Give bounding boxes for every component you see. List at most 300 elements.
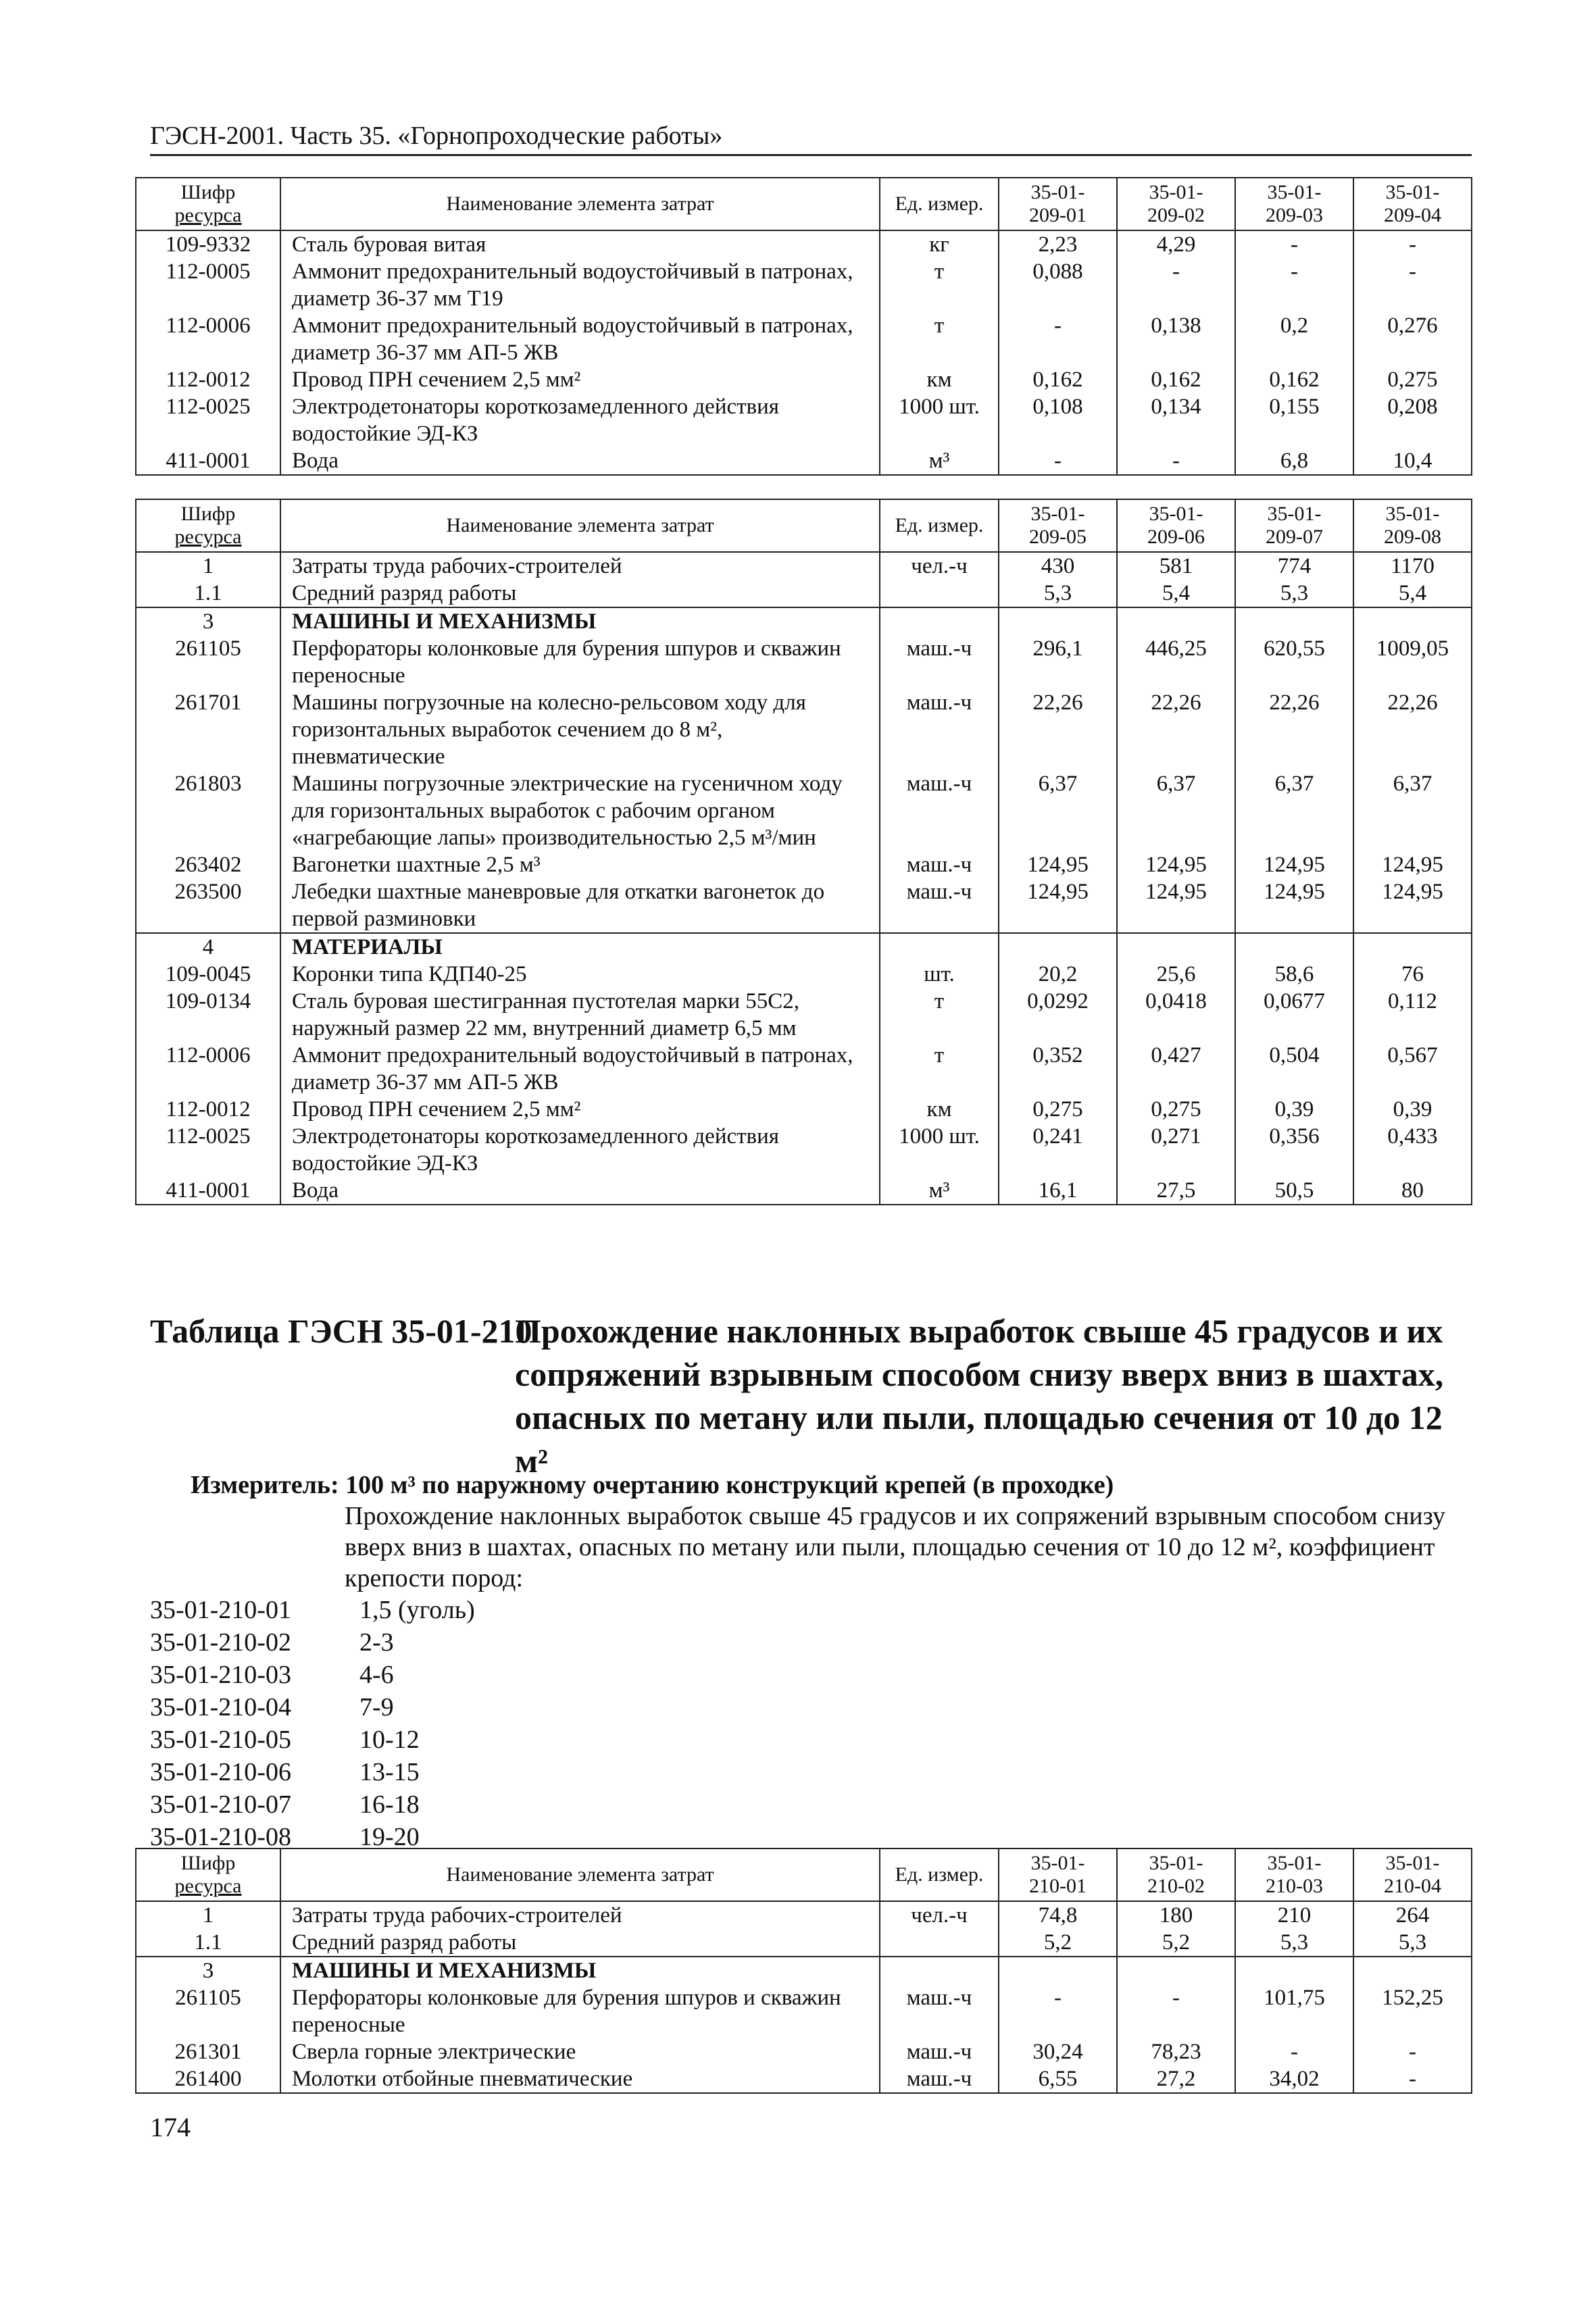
table-row	[136, 1123, 1472, 1177]
value-cell: 0,275	[1353, 366, 1472, 393]
variant-row	[150, 1626, 475, 1659]
resource-name: Перфораторы колонковые для бурения шпуров и скважин переносные	[280, 635, 880, 689]
table-row	[136, 851, 1472, 878]
value-cell: 78,23	[1117, 2038, 1235, 2065]
unit-cell: маш.-ч	[880, 2038, 999, 2065]
resource-code: 112-0025	[136, 1123, 280, 1177]
resource-code: 109-0134	[136, 988, 280, 1042]
value-cell: 6,37	[1353, 770, 1472, 851]
value-cell: -	[1353, 2038, 1472, 2065]
value-cell: 50,5	[1235, 1177, 1353, 1205]
table-row	[136, 258, 1472, 312]
resource-name: МАШИНЫ И МЕХАНИЗМЫ	[280, 1957, 880, 1984]
norm-code-bottom: 209-08	[1384, 526, 1441, 548]
table-row	[136, 393, 1472, 447]
resource-name: Затраты труда рабочих-строителей	[280, 552, 880, 580]
resource-code: 261803	[136, 770, 280, 851]
variant-list	[150, 1594, 475, 1853]
value-cell: 4,29	[1117, 230, 1235, 258]
resource-name: Вагонетки шахтные 2,5 м³	[280, 851, 880, 878]
column-header-unit: Ед. измер.	[880, 178, 999, 230]
norm-code-top: 35-01-	[1030, 1852, 1085, 1874]
value-cell: 0,352	[999, 1042, 1117, 1096]
column-header-norm	[999, 178, 1117, 230]
value-cell: 0,241	[999, 1123, 1117, 1177]
table-row	[136, 230, 1472, 258]
variant-value: 2-3	[359, 1628, 394, 1657]
variant-value: 1,5 (уголь)	[359, 1596, 475, 1624]
value-cell: 0,567	[1353, 1042, 1472, 1096]
column-header-code-bottom: ресурса	[174, 526, 242, 548]
value-cell: -	[1117, 258, 1235, 312]
column-header-name: Наименование элемента затрат	[280, 178, 880, 230]
value-cell	[1353, 1957, 1472, 1984]
column-header-code	[136, 1848, 280, 1901]
page-number: 174	[150, 2112, 191, 2142]
value-cell: 34,02	[1235, 2065, 1353, 2093]
value-cell: 1170	[1353, 552, 1472, 580]
resource-code: 1.1	[136, 1929, 280, 1957]
value-cell: -	[999, 447, 1117, 475]
resource-name: Лебедки шахтные маневровые для откатки вагонеток до первой разминовки	[280, 878, 880, 933]
value-cell	[1117, 933, 1235, 961]
value-cell: -	[1235, 258, 1353, 312]
value-cell: 5,3	[1353, 1929, 1472, 1957]
unit-cell: маш.-ч	[880, 2065, 999, 2093]
value-cell: -	[999, 1984, 1117, 2038]
column-header-norm	[1353, 1848, 1472, 1901]
value-cell: 296,1	[999, 635, 1117, 689]
value-cell: 5,3	[999, 580, 1117, 607]
table-row	[136, 1042, 1472, 1096]
value-cell: -	[1353, 230, 1472, 258]
value-cell: 5,4	[1353, 580, 1472, 607]
variant-code: 35-01-210-06	[150, 1758, 291, 1786]
unit-cell: чел.-ч	[880, 552, 999, 580]
value-cell: 0,134	[1117, 393, 1235, 447]
value-cell: 124,95	[1235, 851, 1353, 878]
table-row	[136, 607, 1472, 635]
value-cell: 25,6	[1117, 961, 1235, 988]
unit-cell: км	[880, 1096, 999, 1123]
running-header: ГЭСН-2001. Часть 35. «Горнопроходческие работы»	[150, 120, 1472, 156]
table-row	[136, 635, 1472, 689]
unit-cell: т	[880, 258, 999, 312]
value-cell: 16,1	[999, 1177, 1117, 1205]
value-cell: 0,2	[1235, 312, 1353, 366]
norm-code-bottom: 209-05	[1029, 526, 1087, 548]
value-cell	[1117, 1957, 1235, 1984]
value-cell: 124,95	[1117, 851, 1235, 878]
variant-code: 35-01-210-07	[150, 1790, 291, 1819]
resource-name: Машины погрузочные на колесно-рельсовом ходу для горизонтальных выработок сечением до 8 м², пневматические	[280, 689, 880, 770]
value-cell: 20,2	[999, 961, 1117, 988]
variant-row	[150, 1756, 475, 1788]
value-cell: -	[1235, 2038, 1353, 2065]
section-title	[150, 1309, 1447, 1482]
value-cell: 0,39	[1353, 1096, 1472, 1123]
value-cell	[1235, 1957, 1353, 1984]
value-cell: 1009,05	[1353, 635, 1472, 689]
value-cell: 0,208	[1353, 393, 1472, 447]
unit-cell: маш.-ч	[880, 770, 999, 851]
value-cell: -	[1353, 258, 1472, 312]
resource-name: Электродетонаторы короткозамедленного действия водостойкие ЭД-КЗ	[280, 1123, 880, 1177]
norm-code-top: 35-01-	[1385, 1852, 1440, 1874]
value-cell: 58,6	[1235, 961, 1353, 988]
table-row	[136, 312, 1472, 366]
resource-code: 112-0006	[136, 1042, 280, 1096]
resource-name: Аммонит предохранительный водоустойчивый в патронах, диаметр 36-37 мм АП-5 ЖВ	[280, 1042, 880, 1096]
value-cell: 0,356	[1235, 1123, 1353, 1177]
column-header-code	[136, 499, 280, 552]
value-cell: -	[1353, 2065, 1472, 2093]
unit-cell	[880, 607, 999, 635]
resource-name: Вода	[280, 447, 880, 475]
value-cell: 0,504	[1235, 1042, 1353, 1096]
variant-value: 16-18	[359, 1790, 420, 1819]
value-cell	[1235, 607, 1353, 635]
resource-name: Средний разряд работы	[280, 1929, 880, 1957]
resource-name: Провод ПРН сечением 2,5 мм²	[280, 1096, 880, 1123]
norm-code-top: 35-01-	[1267, 1852, 1322, 1874]
norm-code-bottom: 210-03	[1266, 1875, 1323, 1897]
norm-code-bottom: 209-03	[1266, 204, 1323, 226]
norm-code-bottom: 209-06	[1147, 526, 1205, 548]
table-row	[136, 1929, 1472, 1957]
value-cell: 74,8	[999, 1901, 1117, 1929]
unit-cell	[880, 1929, 999, 1957]
value-cell: 22,26	[1117, 689, 1235, 770]
value-cell: 6,55	[999, 2065, 1117, 2093]
resource-code: 112-0006	[136, 312, 280, 366]
column-header-name: Наименование элемента затрат	[280, 1848, 880, 1901]
value-cell: 22,26	[1235, 689, 1353, 770]
resource-name: Машины погрузочные электрические на гусеничном ходу для горизонтальных выработок с рабочим органом «нагребающие лапы» производительностью 2,5 м³/мин	[280, 770, 880, 851]
resource-name: Молотки отбойные пневматические	[280, 2065, 880, 2093]
unit-cell: км	[880, 366, 999, 393]
value-cell: 152,25	[1353, 1984, 1472, 2038]
variant-code: 35-01-210-05	[150, 1726, 291, 1754]
column-header-code-top: Шифр	[180, 1852, 236, 1874]
value-cell: 264	[1353, 1901, 1472, 1929]
resource-code: 411-0001	[136, 1177, 280, 1205]
value-cell: 27,5	[1117, 1177, 1235, 1205]
value-cell: 0,138	[1117, 312, 1235, 366]
value-cell: 620,55	[1235, 635, 1353, 689]
unit-cell: т	[880, 988, 999, 1042]
resource-name: Аммонит предохранительный водоустойчивый в патронах, диаметр 36-37 мм АП-5 ЖВ	[280, 312, 880, 366]
norm-code-top: 35-01-	[1149, 503, 1203, 525]
value-cell	[999, 933, 1117, 961]
resource-code: 112-0012	[136, 366, 280, 393]
norm-code-bottom: 210-04	[1384, 1875, 1441, 1897]
table-row	[136, 366, 1472, 393]
value-cell: 6,8	[1235, 447, 1353, 475]
unit-cell: м³	[880, 447, 999, 475]
value-cell: 0,112	[1353, 988, 1472, 1042]
value-cell: 0,162	[1117, 366, 1235, 393]
value-cell: -	[999, 312, 1117, 366]
unit-cell: маш.-ч	[880, 689, 999, 770]
value-cell: 124,95	[1353, 878, 1472, 933]
table-row	[136, 580, 1472, 607]
variant-value: 19-20	[359, 1823, 420, 1851]
value-cell: 5,4	[1117, 580, 1235, 607]
resource-code: 112-0005	[136, 258, 280, 312]
value-cell: 80	[1353, 1177, 1472, 1205]
value-cell: 10,4	[1353, 447, 1472, 475]
value-cell: -	[1235, 230, 1353, 258]
column-header-code-top: Шифр	[180, 181, 236, 203]
column-header-norm	[1117, 499, 1235, 552]
column-header-norm	[999, 1848, 1117, 1901]
resource-name: Затраты труда рабочих-строителей	[280, 1901, 880, 1929]
value-cell	[1117, 607, 1235, 635]
value-cell	[999, 607, 1117, 635]
variant-value: 4-6	[359, 1661, 394, 1689]
norm-code-top: 35-01-	[1267, 503, 1322, 525]
value-cell: 22,26	[999, 689, 1117, 770]
table-row	[136, 552, 1472, 580]
unit-cell: чел.-ч	[880, 1901, 999, 1929]
column-header-norm	[1235, 178, 1353, 230]
norm-code-top: 35-01-	[1030, 503, 1085, 525]
value-cell: 124,95	[1353, 851, 1472, 878]
resource-code: 112-0025	[136, 393, 280, 447]
table-row	[136, 1096, 1472, 1123]
value-cell: 210	[1235, 1901, 1353, 1929]
resource-code: 261301	[136, 2038, 280, 2065]
norm-code-bottom: 209-07	[1266, 526, 1323, 548]
variant-code: 35-01-210-08	[150, 1823, 291, 1851]
resource-name: МАШИНЫ И МЕХАНИЗМЫ	[280, 607, 880, 635]
resource-code: 411-0001	[136, 447, 280, 475]
unit-cell	[880, 933, 999, 961]
norm-code-top: 35-01-	[1149, 1852, 1203, 1874]
table-row	[136, 1984, 1472, 2038]
norm-code-bottom: 209-01	[1029, 204, 1087, 226]
resource-code: 109-0045	[136, 961, 280, 988]
measure-unit: Измеритель: 100 м³ по наружному очертанию конструкций крепей (в проходке)	[191, 1471, 1114, 1499]
column-header-norm	[1235, 1848, 1353, 1901]
value-cell: 6,37	[1117, 770, 1235, 851]
column-header-norm	[1235, 499, 1353, 552]
value-cell: 0,0677	[1235, 988, 1353, 1042]
table-row	[136, 878, 1472, 933]
table-row	[136, 689, 1472, 770]
unit-cell: маш.-ч	[880, 635, 999, 689]
value-cell: 0,433	[1353, 1123, 1472, 1177]
unit-cell: маш.-ч	[880, 1984, 999, 2038]
value-cell: 6,37	[1235, 770, 1353, 851]
resource-table-209-05-08	[135, 499, 1472, 1205]
variant-row	[150, 1659, 475, 1691]
table-row	[136, 1177, 1472, 1205]
unit-cell: м³	[880, 1177, 999, 1205]
value-cell: -	[1117, 1984, 1235, 2038]
table-row	[136, 1957, 1472, 1984]
value-cell: 6,37	[999, 770, 1117, 851]
resource-table-209-01-04	[135, 177, 1472, 476]
section-title-text: Прохождение наклонных выработок свыше 45 градусов и их сопряжений взрывным способом снизу вверх вниз в шахтах, опасных по метану или пыли, площадью сечения от 10 до 12 м²	[515, 1312, 1444, 1480]
value-cell: 124,95	[1235, 878, 1353, 933]
variant-code: 35-01-210-02	[150, 1628, 291, 1657]
value-cell: 5,3	[1235, 1929, 1353, 1957]
table-row	[136, 988, 1472, 1042]
value-cell: 0,0292	[999, 988, 1117, 1042]
section-title-label: Таблица ГЭСН 35-01-210	[150, 1312, 532, 1350]
column-header-code-top: Шифр	[180, 503, 236, 525]
table-row	[136, 1901, 1472, 1929]
unit-cell: 1000 шт.	[880, 393, 999, 447]
value-cell: 22,26	[1353, 689, 1472, 770]
value-cell: 774	[1235, 552, 1353, 580]
resource-name: Вода	[280, 1177, 880, 1205]
variant-code: 35-01-210-01	[150, 1596, 291, 1624]
resource-code: 261701	[136, 689, 280, 770]
table-row	[136, 2065, 1472, 2093]
norm-code-top: 35-01-	[1385, 503, 1440, 525]
value-cell: 5,2	[1117, 1929, 1235, 1957]
resource-code: 263402	[136, 851, 280, 878]
resource-code: 4	[136, 933, 280, 961]
unit-cell: т	[880, 1042, 999, 1096]
value-cell: 76	[1353, 961, 1472, 988]
resource-name: Перфораторы колонковые для бурения шпуров и скважин переносные	[280, 1984, 880, 2038]
value-cell: 30,24	[999, 2038, 1117, 2065]
norm-code-bottom: 210-02	[1147, 1875, 1205, 1897]
column-header-unit: Ед. измер.	[880, 499, 999, 552]
value-cell: 0,155	[1235, 393, 1353, 447]
resource-table-210-01-04	[135, 1848, 1472, 2094]
variant-value: 13-15	[359, 1758, 420, 1786]
column-header-code-bottom: ресурса	[174, 204, 242, 226]
value-cell: 0,271	[1117, 1123, 1235, 1177]
column-header-unit: Ед. измер.	[880, 1848, 999, 1901]
value-cell: 2,23	[999, 230, 1117, 258]
norm-code-top: 35-01-	[1149, 181, 1203, 203]
value-cell: -	[1117, 447, 1235, 475]
value-cell: 0,0418	[1117, 988, 1235, 1042]
column-header-norm	[1117, 178, 1235, 230]
unit-cell	[880, 580, 999, 607]
norm-code-bottom: 210-01	[1029, 1875, 1087, 1897]
resource-name: Сталь буровая витая	[280, 230, 880, 258]
resource-code: 1	[136, 1901, 280, 1929]
resource-name: Сталь буровая шестигранная пустотелая марки 55С2, наружный размер 22 мм, внутренний диаметр 6,5 мм	[280, 988, 880, 1042]
table-row	[136, 961, 1472, 988]
column-header-norm	[999, 499, 1117, 552]
resource-code: 109-9332	[136, 230, 280, 258]
table-row	[136, 447, 1472, 475]
value-cell: 581	[1117, 552, 1235, 580]
resource-name: Аммонит предохранительный водоустойчивый в патронах, диаметр 36-37 мм Т19	[280, 258, 880, 312]
value-cell: 5,3	[1235, 580, 1353, 607]
unit-cell: шт.	[880, 961, 999, 988]
column-header-norm	[1117, 1848, 1235, 1901]
value-cell: 124,95	[1117, 878, 1235, 933]
value-cell: 0,275	[1117, 1096, 1235, 1123]
value-cell: 27,2	[1117, 2065, 1235, 2093]
value-cell: 5,2	[999, 1929, 1117, 1957]
unit-cell: маш.-ч	[880, 878, 999, 933]
value-cell	[1353, 933, 1472, 961]
value-cell: 124,95	[999, 851, 1117, 878]
norm-code-top: 35-01-	[1385, 181, 1440, 203]
resource-code: 3	[136, 607, 280, 635]
resource-code: 1.1	[136, 580, 280, 607]
value-cell	[1235, 933, 1353, 961]
value-cell: 446,25	[1117, 635, 1235, 689]
unit-cell: т	[880, 312, 999, 366]
resource-code: 261105	[136, 1984, 280, 2038]
resource-name: Коронки типа КДП40-25	[280, 961, 880, 988]
column-header-name: Наименование элемента затрат	[280, 499, 880, 552]
column-header-code-bottom: ресурса	[174, 1875, 242, 1897]
value-cell: 0,275	[999, 1096, 1117, 1123]
column-header-norm	[1353, 178, 1472, 230]
resource-code: 261105	[136, 635, 280, 689]
norm-code-top: 35-01-	[1267, 181, 1322, 203]
value-cell: 0,162	[999, 366, 1117, 393]
variant-value: 7-9	[359, 1693, 394, 1721]
variant-row	[150, 1724, 475, 1756]
value-cell: 180	[1117, 1901, 1235, 1929]
unit-cell: 1000 шт.	[880, 1123, 999, 1177]
column-header-code	[136, 178, 280, 230]
value-cell	[999, 1957, 1117, 1984]
variant-row	[150, 1594, 475, 1626]
resource-code: 1	[136, 552, 280, 580]
variant-row	[150, 1788, 475, 1821]
norm-code-bottom: 209-04	[1384, 204, 1441, 226]
value-cell: 430	[999, 552, 1117, 580]
value-cell: 0,39	[1235, 1096, 1353, 1123]
resource-name: Средний разряд работы	[280, 580, 880, 607]
variant-row	[150, 1691, 475, 1724]
norm-code-top: 35-01-	[1030, 181, 1085, 203]
resource-code: 3	[136, 1957, 280, 1984]
resource-code: 112-0012	[136, 1096, 280, 1123]
column-header-norm	[1353, 499, 1472, 552]
norm-code-bottom: 209-02	[1147, 204, 1205, 226]
value-cell: 101,75	[1235, 1984, 1353, 2038]
value-cell: 0,276	[1353, 312, 1472, 366]
variant-code: 35-01-210-03	[150, 1661, 291, 1689]
value-cell: 0,427	[1117, 1042, 1235, 1096]
value-cell: 0,162	[1235, 366, 1353, 393]
unit-cell: маш.-ч	[880, 851, 999, 878]
value-cell: 0,108	[999, 393, 1117, 447]
variant-code: 35-01-210-04	[150, 1693, 291, 1721]
value-cell: 124,95	[999, 878, 1117, 933]
resource-name: Сверла горные электрические	[280, 2038, 880, 2065]
unit-cell	[880, 1957, 999, 1984]
table-row	[136, 2038, 1472, 2065]
resource-code: 261400	[136, 2065, 280, 2093]
resource-name: Провод ПРН сечением 2,5 мм²	[280, 366, 880, 393]
resource-name: МАТЕРИАЛЫ	[280, 933, 880, 961]
value-cell	[1353, 607, 1472, 635]
variant-value: 10-12	[359, 1726, 420, 1754]
table-row	[136, 933, 1472, 961]
resource-name: Электродетонаторы короткозамедленного действия водостойкие ЭД-КЗ	[280, 393, 880, 447]
table-row	[136, 770, 1472, 851]
section-description: Прохождение наклонных выработок свыше 45 градусов и их сопряжений взрывным способом снизу вверх вниз в шахтах, опасных по метану или пыли, площадью сечения от 10 до 12 м², коэффициент крепости пород:	[345, 1502, 1445, 1592]
unit-cell: кг	[880, 230, 999, 258]
value-cell: 0,088	[999, 258, 1117, 312]
